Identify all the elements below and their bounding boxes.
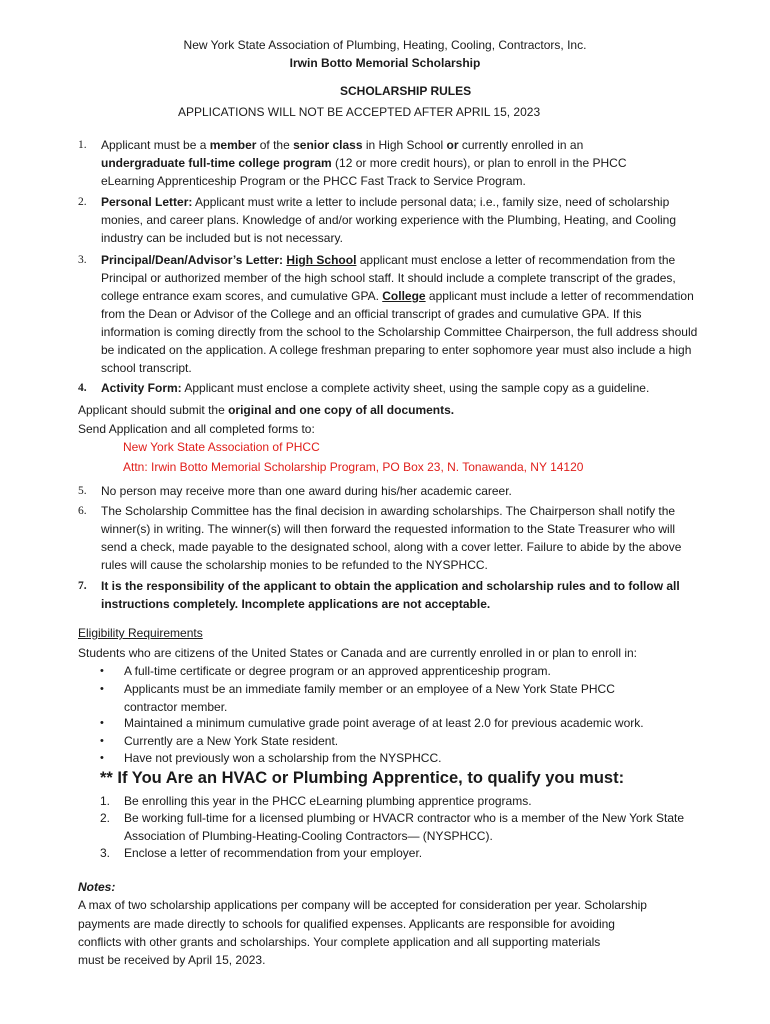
- rule-text: (12 or more credit hours), or plan to enroll in the PHCC: [331, 156, 627, 170]
- apprentice-heading: ** If You Are an HVAC or Plumbing Apprentice, to qualify you must:: [100, 769, 625, 787]
- rule-label: Activity Form:: [101, 381, 182, 395]
- item-number: 2.: [100, 811, 111, 825]
- rule-text: Applicant must be a: [101, 138, 210, 152]
- item-number: 1.: [100, 794, 111, 808]
- eligibility-item: [100, 714, 690, 732]
- notes-line: payments are made directly to schools for qualified expenses. Applicants are responsible for avoiding: [78, 917, 615, 931]
- mailing-address-org: New York State Association of PHCC: [123, 440, 320, 454]
- rule-4: [78, 379, 698, 397]
- rule-emphasis: or: [446, 138, 459, 152]
- item-text: Enclose a letter of recommendation from your employer.: [124, 846, 423, 860]
- submit-instruction: [78, 401, 698, 419]
- rule-label: Personal Letter:: [101, 195, 193, 209]
- rule-5: [78, 482, 698, 500]
- rule-emphasis: senior class: [293, 138, 363, 152]
- rule-text: currently enrolled in an: [458, 138, 584, 152]
- rule-number: 2.: [78, 196, 87, 208]
- apprentice-item: [100, 809, 700, 845]
- rule-text: It is the responsibility of the applicant to obtain the application and scholarship rules and to follow all instructions completely. Incomplete applications are not acceptable.: [101, 579, 680, 611]
- bullet-icon: •: [100, 717, 104, 729]
- org-name: New York State Association of Plumbing, Heating, Cooling, Contractors, Inc.: [183, 38, 587, 52]
- notes-line: must be received by April 15, 2023.: [78, 953, 266, 967]
- program-title: Irwin Botto Memorial Scholarship: [289, 56, 481, 70]
- rule-text: of the: [256, 138, 294, 152]
- rule-3: [78, 251, 698, 377]
- rule-number: 1.: [78, 139, 87, 151]
- eligibility-intro: Students who are citizens of the United States or Canada and are currently enrolled in or plan to enroll in:: [78, 646, 637, 660]
- eligibility-heading: Eligibility Requirements: [78, 626, 203, 640]
- apprentice-item: [100, 792, 700, 810]
- college-label: College: [382, 289, 426, 303]
- notes-heading: Notes:: [78, 880, 116, 894]
- rules-title: SCHOLARSHIP RULES: [340, 84, 472, 98]
- rule-1: [78, 136, 698, 190]
- item-text: Be enrolling this year in the PHCC eLearning plumbing apprentice programs.: [124, 794, 532, 808]
- bullet-icon: •: [100, 665, 104, 677]
- item-text: Be working full-time for a licensed plumbing or HVACR contractor who is a member of the New York State Association of Plumbing-Heating-Cooling Contractors— (NYSPHCC).: [124, 811, 685, 843]
- bullet-icon: •: [100, 752, 104, 764]
- rule-number: 3.: [78, 254, 87, 266]
- notes-line: conflicts with other grants and scholarships. Your complete application and all supporting materials: [78, 935, 601, 949]
- eligibility-text: Applicants must be an immediate family member or an employee of a New York State PHCC contractor member.: [124, 682, 615, 714]
- notes-line: A max of two scholarship applications per company will be accepted for consideration per year. Scholarship: [78, 898, 647, 912]
- rule-text: Applicant must enclose a complete activity sheet, using the sample copy as a guideline.: [181, 381, 650, 395]
- rule-text: Applicant must write a letter to include personal data; i.e., family size, need of scholarship monies, and career plans. Knowledge of and/or working experience with the Plumbing, Heating, and Cooling industry can be included but is not necessary.: [101, 195, 677, 245]
- eligibility-text: Currently are a New York State resident.: [124, 734, 339, 748]
- mailing-address-attn: Attn: Irwin Botto Memorial Scholarship Program, PO Box 23, N. Tonawanda, NY 14120: [123, 460, 584, 474]
- rule-number: 5.: [78, 485, 87, 497]
- rule-2: [78, 193, 698, 247]
- submit-emphasis: original and one copy of all documents.: [228, 403, 455, 417]
- rule-number: 4.: [78, 382, 87, 394]
- rule-label: Principal/Dean/Advisor’s Letter:: [101, 253, 284, 267]
- rule-emphasis: member: [209, 138, 257, 152]
- bullet-icon: •: [100, 735, 104, 747]
- rule-text: applicant must enclose a letter of recommendation from the Principal or authorized member of the high school staff. It should include a complete transcript of the grades, college entrance exam scores, and cumulative GPA.: [101, 253, 676, 303]
- submit-text: Applicant should submit the: [78, 403, 229, 417]
- eligibility-text: Maintained a minimum cumulative grade point average of at least 2.0 for previous academic work.: [124, 716, 644, 730]
- eligibility-item: [100, 749, 690, 767]
- rule-7: [78, 577, 698, 613]
- eligibility-item: [100, 732, 690, 750]
- high-school-label: High School: [286, 253, 357, 267]
- rule-number: 6.: [78, 505, 87, 517]
- apprentice-item: [100, 844, 700, 862]
- rule-emphasis: undergraduate full-time college program: [101, 156, 332, 170]
- rule-6: [78, 502, 698, 574]
- rule-text: in High School: [362, 138, 447, 152]
- rule-text: eLearning Apprenticeship Program or the PHCC Fast Track to Service Program.: [101, 174, 526, 188]
- rule-text: The Scholarship Committee has the final decision in awarding scholarships. The Chairperson shall notify the winner(s) in writing. The winner(s) will then forward the requested information to the State Treasurer who will send a check, made payable to the designated school, along with a cover letter. Failure to abide by the above rules will cause the scholarship monies to be refunded to the NYSPHCC.: [101, 504, 682, 572]
- rule-text: No person may receive more than one award during his/her academic career.: [101, 484, 512, 498]
- item-number: 3.: [100, 846, 111, 860]
- eligibility-text: Have not previously won a scholarship from the NYSPHCC.: [124, 751, 442, 765]
- bullet-icon: •: [100, 683, 104, 695]
- eligibility-text: A full-time certificate or degree program or an approved apprenticeship program.: [124, 664, 551, 678]
- send-instruction: Send Application and all completed forms to:: [78, 422, 315, 436]
- deadline-notice: APPLICATIONS WILL NOT BE ACCEPTED AFTER APRIL 15, 2023: [178, 105, 541, 119]
- rule-text: applicant must include a letter of recommendation from the Dean or Advisor of the College and an official transcript of grades and cumulative GPA. If this information is coming directly from the school to the Scholarship Committee Chairperson, the full address should be indicated on the application. A college freshman preparing to enter sophomore year must also include a high school transcript.: [101, 289, 698, 375]
- rule-number: 7.: [78, 580, 87, 592]
- eligibility-item: [100, 662, 690, 680]
- eligibility-item: [100, 680, 660, 716]
